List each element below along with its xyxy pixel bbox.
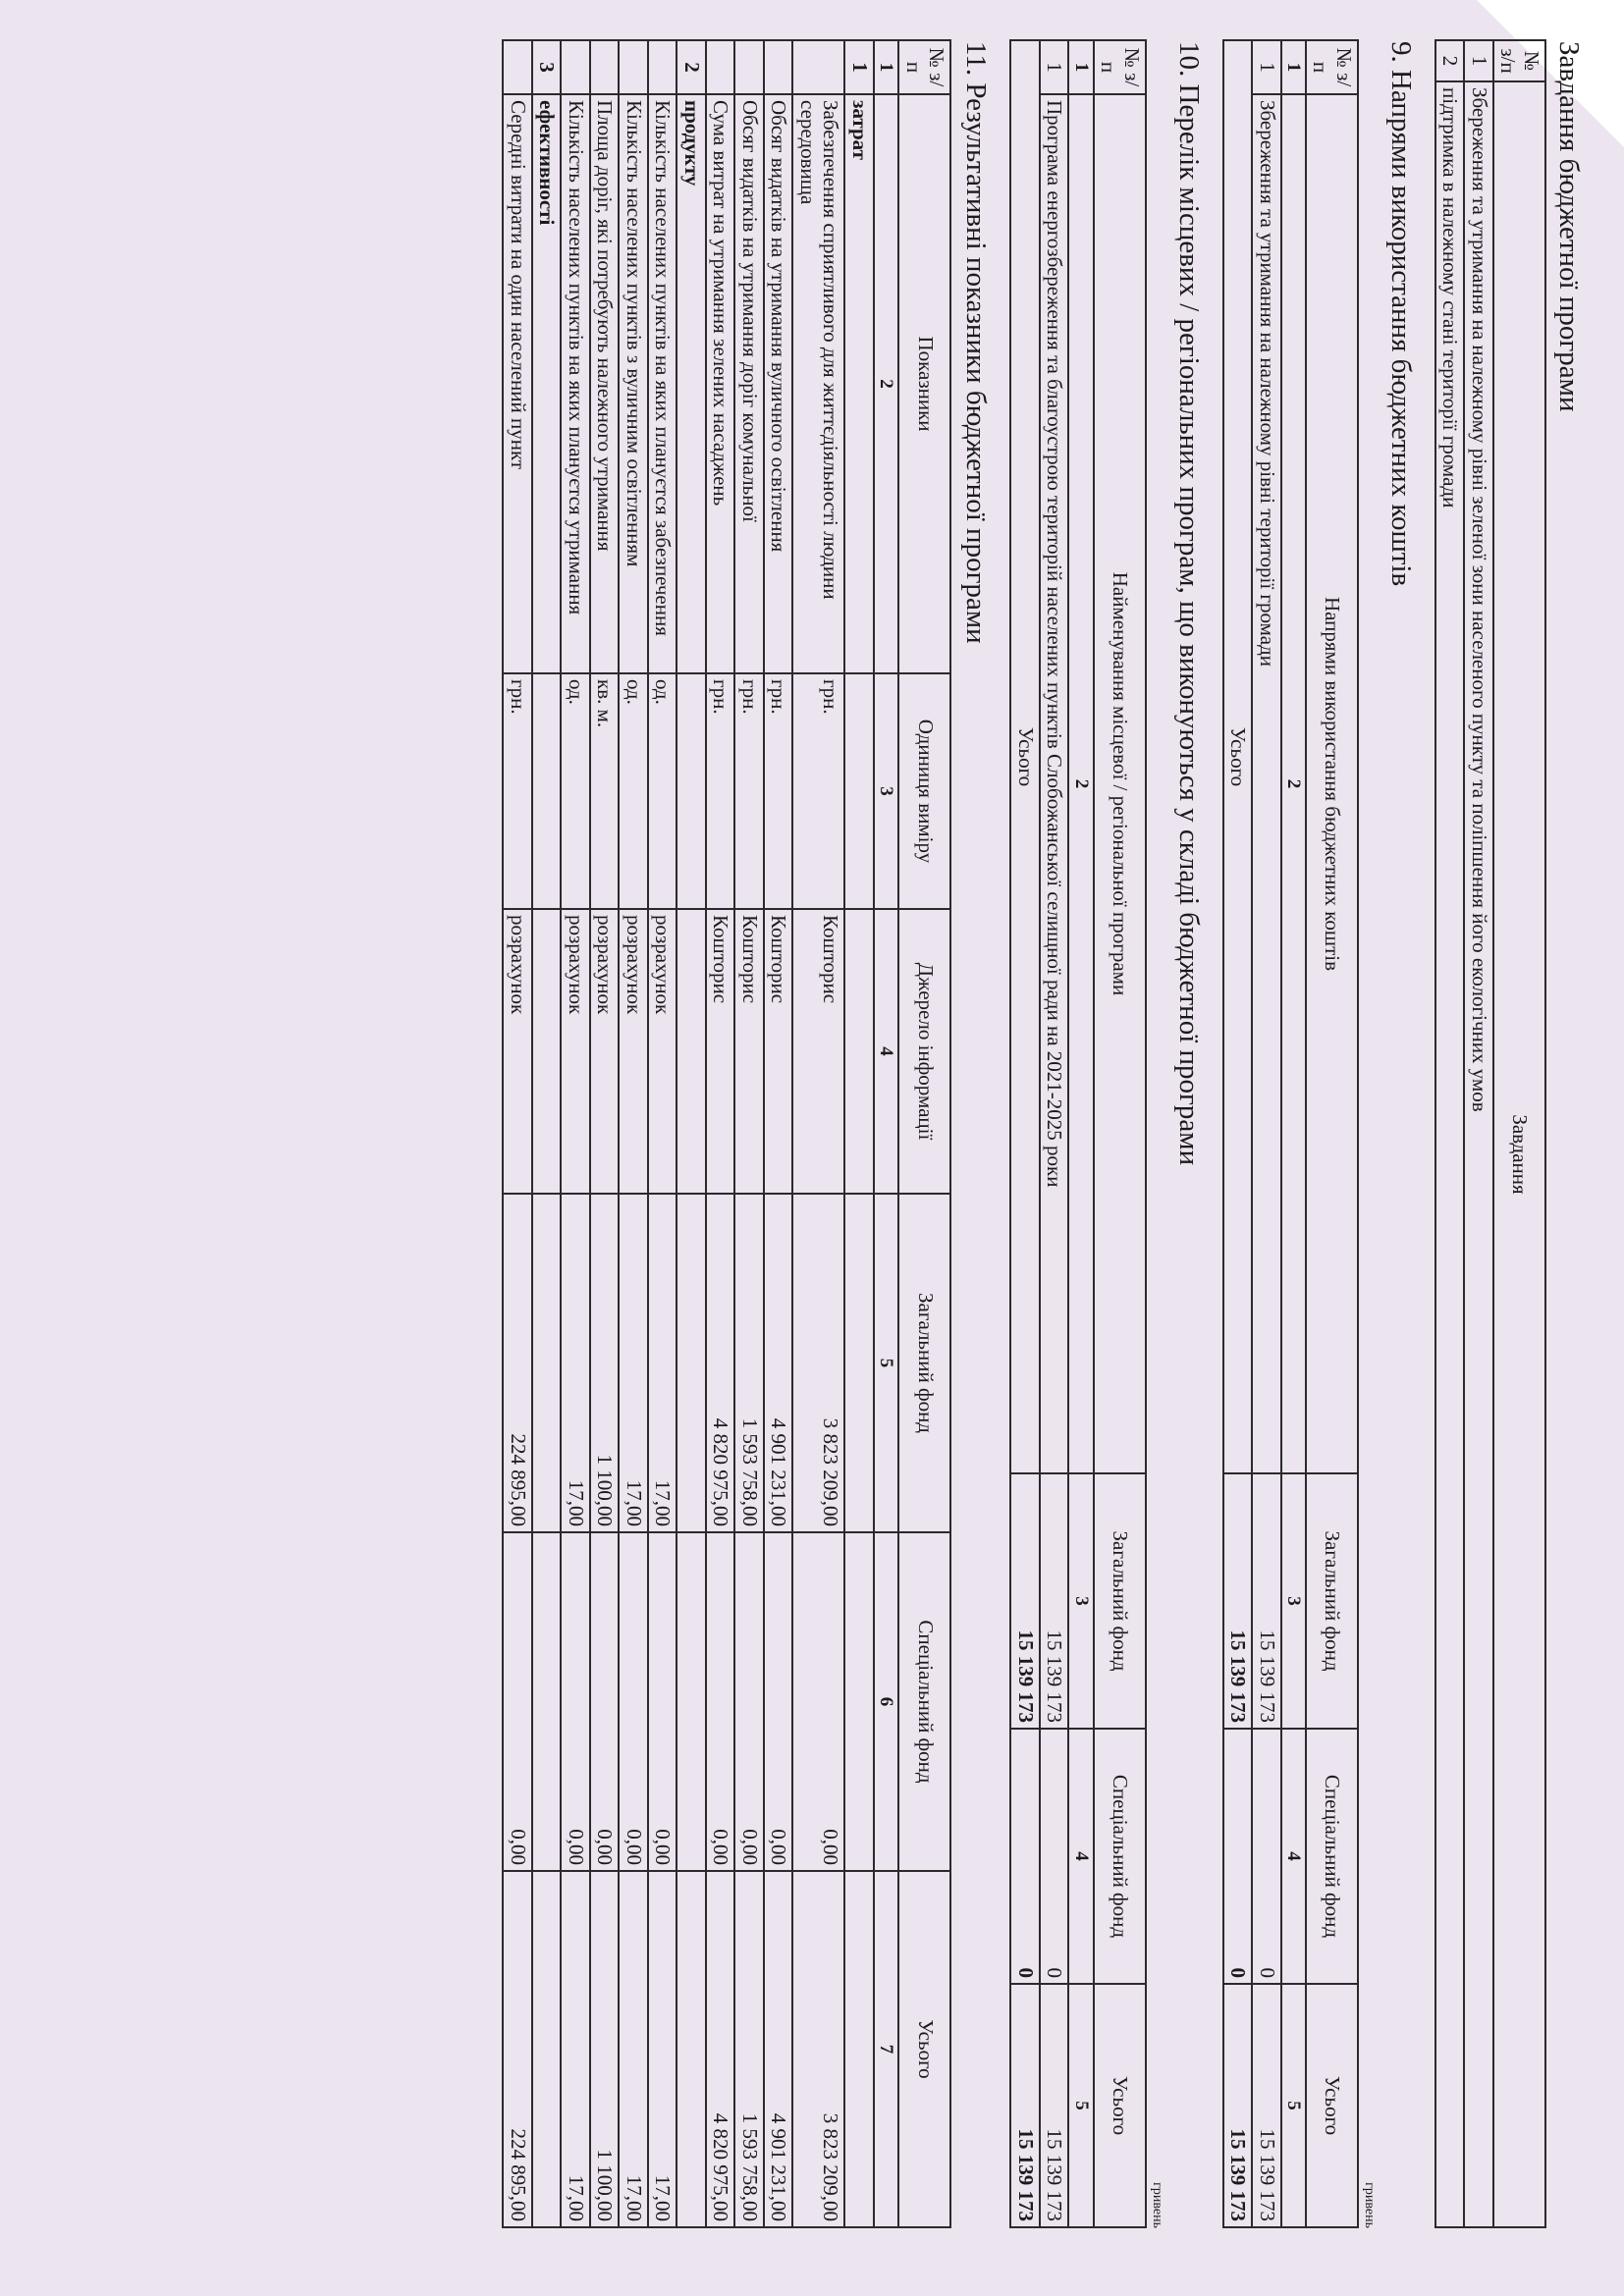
cell-name: Програма енергозбереження та благоустрою територій населених пунктів Слобожанської селищної ради на 2021-2025 роки [1040,94,1069,1473]
cell-source: розрахунок [648,909,677,1194]
cell-indicator: Обсяг видатків на утримання доріг комунальної [734,94,764,673]
cell-indicator: Кількість населених пунктів на яких плануєтся утримання [561,94,590,673]
tasks-table [1435,39,1546,2228]
cell-source: розрахунок [590,909,620,1194]
total-total: 15 139 173 [1010,1984,1040,2227]
cell-unit: од. [619,673,648,909]
unit-label: гривень [1149,2182,1164,2228]
header-name: Найменування місцевої / регіональної програми [1094,94,1146,1473]
cell-num: 2 [1435,40,1465,81]
cell-special: 0 [1040,1729,1069,1984]
cell-total: 3 823 209,00 [792,1871,844,2227]
page-content [502,39,1585,2228]
cell-total: 1 593 758,00 [734,1871,764,2227]
cell-total: 17,00 [561,1871,590,2227]
header-total: Усього [1094,1984,1146,2227]
table-header-row [1094,40,1146,2227]
column-numbers-row [1281,40,1306,2227]
cell-special: 0,00 [734,1532,764,1871]
header-special: Спеціальний фонд [898,1532,950,1871]
colnum: 4 [1068,1729,1093,1984]
cell-special: 0,00 [561,1532,590,1871]
table-header-row [898,40,950,2227]
header-special: Спеціальний фонд [1094,1729,1146,1984]
header-total: Усього [1306,1984,1358,2227]
group-label: затрат [844,94,874,673]
colnum: 1 [874,40,898,94]
header-general: Загальний фонд [1094,1473,1146,1729]
cell-direction: Збереження та утримання на належному рівні території громади [1252,94,1281,1473]
programs-table [1009,39,1146,2228]
header-total: Усього [898,1871,950,2227]
header-task: Завдання [1493,81,1545,2227]
cell-general: 15 139 173 [1040,1473,1069,1729]
header-general: Загальний фонд [898,1194,950,1532]
group-row [532,40,562,2227]
cell-unit: грн. [764,673,793,909]
header-direction: Напрями використання бюджетних коштів [1306,94,1358,1473]
cell-total: 1 100,00 [590,1871,620,2227]
section-9-title: 9. Напрями використання бюджетних коштів [1384,41,1417,587]
cell-total: 224 895,00 [503,1871,532,2227]
cell-unit: грн. [734,673,764,909]
cell-special: 0,00 [764,1532,793,1871]
header-num: № з/п [898,40,950,94]
table-row [734,40,764,2227]
cell-indicator: Забезпечення сприятливого для життєдіяльності людини середовища [792,94,844,673]
column-numbers-row [1068,40,1093,2227]
group-row [677,40,706,2227]
header-num: № з/п [1493,40,1545,81]
cell-task: підтримка в належному стані території громади [1435,81,1465,2227]
total-special: 0 [1223,1729,1253,1984]
cell-special: 0,00 [503,1532,532,1871]
table-row [619,40,648,2227]
total-row [1010,40,1040,2227]
table-row [792,40,844,2227]
section-8-title: Завдання бюджетної програми [1553,41,1585,412]
column-numbers-row [874,40,898,2227]
header-source: Джерело інформації [898,909,950,1194]
cell-total: 17,00 [648,1871,677,2227]
colnum: 3 [1068,1473,1093,1729]
cell-source: Кошторис [764,909,793,1194]
cell-indicator: Сума витрат на утримання зелених насаджень [706,94,735,673]
cell-source: розрахунок [503,909,532,1194]
cell-general: 15 139 173 [1252,1473,1281,1729]
colnum: 3 [874,673,898,909]
directions-table [1222,39,1359,2228]
group-num: 3 [532,40,562,94]
cell-general: 4 820 975,00 [706,1194,735,1532]
cell-indicator: Кількість населених пунктів з вуличним освітленням [619,94,648,673]
total-label: Усього [1010,40,1040,1473]
colnum: 2 [1281,94,1306,1473]
colnum: 1 [1068,40,1093,94]
colnum: 4 [874,909,898,1194]
header-num: № з/п [1094,40,1146,94]
cell-general: 4 901 231,00 [764,1194,793,1532]
colnum: 2 [1068,94,1093,1473]
colnum: 7 [874,1871,898,2227]
group-num: 2 [677,40,706,94]
table-row [590,40,620,2227]
cell-general: 17,00 [561,1194,590,1532]
total-total: 15 139 173 [1223,1984,1253,2227]
table-row [503,40,532,2227]
cell-special: 0,00 [590,1532,620,1871]
table-header-row [1493,40,1545,2227]
table-row [1435,40,1465,2227]
cell-source: розрахунок [561,909,590,1194]
cell-special: 0,00 [619,1532,648,1871]
cell-indicator: Обсяг видатків на утримання вуличного освітлення [764,94,793,673]
cell-source: Кошторис [734,909,764,1194]
cell-total: 4 901 231,00 [764,1871,793,2227]
cell-unit: грн. [792,673,844,909]
colnum: 5 [874,1194,898,1532]
table-row [764,40,793,2227]
cell-num: 1 [1040,40,1069,94]
group-num: 1 [844,40,874,94]
cell-unit: кв. м. [590,673,620,909]
cell-task: Збереження та утримання на належному рівні зеленої зони населеного пункту та поліпшення його екологічних умов [1464,81,1493,2227]
header-special: Спеціальний фонд [1306,1729,1358,1984]
cell-indicator: Кількість населених пунктів на яких плануєтся забезпечення [648,94,677,673]
cell-source: розрахунок [619,909,648,1194]
cell-general: 17,00 [648,1194,677,1532]
colnum: 5 [1281,1984,1306,2227]
cell-special: 0,00 [792,1532,844,1871]
cell-general: 3 823 209,00 [792,1194,844,1532]
section-11-title: 11. Результативні показники бюджетної програми [960,41,993,644]
group-label: ефективності [532,94,562,673]
cell-unit: од. [561,673,590,909]
colnum: 2 [874,94,898,673]
table-row [1252,40,1281,2227]
cell-unit: грн. [503,673,532,909]
cell-indicator: Середні витрати на один населений пункт [503,94,532,673]
cell-special: 0,00 [648,1532,677,1871]
cell-total: 15 139 173 [1252,1984,1281,2227]
cell-source: Кошторис [792,909,844,1194]
cell-indicator: Площа доріг, які потребують належного утримання [590,94,620,673]
header-unit: Одиниця виміру [898,673,950,909]
unit-label: гривень [1361,2182,1377,2228]
colnum: 5 [1068,1984,1093,2227]
cell-total: 4 820 975,00 [706,1871,735,2227]
cell-special: 0 [1252,1729,1281,1984]
cell-num: 1 [1464,40,1493,81]
header-num: № з/п [1306,40,1358,94]
colnum: 3 [1281,1473,1306,1729]
table-row [1040,40,1069,2227]
header-general: Загальний фонд [1306,1473,1358,1729]
colnum: 6 [874,1532,898,1871]
header-indicator: Показники [898,94,950,673]
section-10-title: 10. Перелік місцевих / регіональних програм, що виконуються у складі бюджетної програми [1172,41,1205,1166]
total-label: Усього [1223,40,1253,1473]
cell-num: 1 [1252,40,1281,94]
cell-general: 1 593 758,00 [734,1194,764,1532]
total-row [1223,40,1253,2227]
colnum: 4 [1281,1729,1306,1984]
cell-general: 224 895,00 [503,1194,532,1532]
group-row [844,40,874,2227]
table-header-row [1306,40,1358,2227]
cell-unit: грн. [706,673,735,909]
total-general: 15 139 173 [1010,1473,1040,1729]
total-special: 0 [1010,1729,1040,1984]
cell-unit: од. [648,673,677,909]
cell-total: 17,00 [619,1871,648,2227]
table-row [706,40,735,2227]
cell-general: 17,00 [619,1194,648,1532]
colnum: 1 [1281,40,1306,94]
table-row [561,40,590,2227]
cell-source: Кошторис [706,909,735,1194]
cell-general: 1 100,00 [590,1194,620,1532]
total-general: 15 139 173 [1223,1473,1253,1729]
cell-special: 0,00 [706,1532,735,1871]
table-row [1464,40,1493,2227]
indicators-table [502,39,951,2228]
cell-total: 15 139 173 [1040,1984,1069,2227]
group-label: продукту [677,94,706,673]
table-row [648,40,677,2227]
